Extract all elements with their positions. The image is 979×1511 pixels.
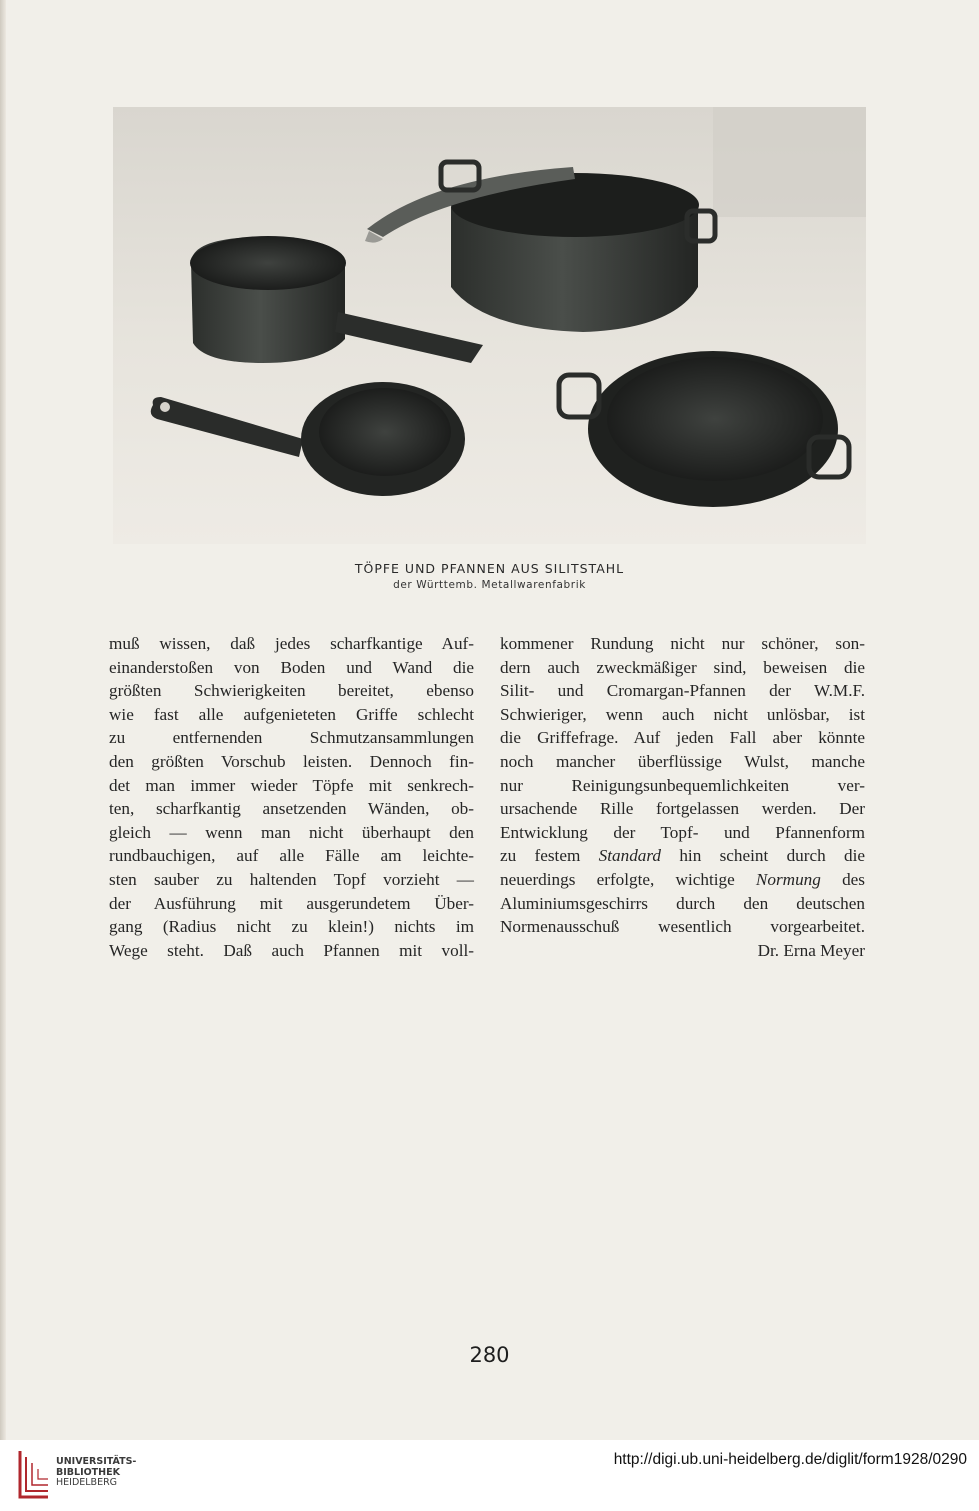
- text-line: Normenausschuß wesentlich vorgearbeitet.: [500, 917, 865, 937]
- page-edge-shadow: [0, 0, 6, 1440]
- text-line: zu entfernenden Schmutzansammlungen: [109, 728, 474, 748]
- article-right-column: [500, 632, 865, 962]
- text-line: Entwicklung der Topf- und Pfannenform: [500, 822, 865, 842]
- text-line: nur Reinigungsunbequemlichkeiten ver-: [500, 775, 865, 795]
- text-line: neuerdings erfolgte, wichtige Normung des: [500, 869, 865, 889]
- figure-caption-subtitle: der Württemb. Metallwarenfabrik: [393, 579, 586, 591]
- text-line: ten, scharfkantig ansetzenden Wänden, ob-: [109, 799, 474, 819]
- cookware-illustration: [113, 107, 866, 544]
- university-library-logo-icon: [16, 1449, 52, 1499]
- text-line: Aluminiumsgeschirrs durch den deutschen: [500, 893, 865, 913]
- text-line: noch mancher überflüssige Wulst, manche: [500, 751, 865, 771]
- author-signature: Dr. Erna Meyer: [757, 940, 865, 960]
- figure-caption-title: TÖPFE UND PFANNEN AUS SILITSTAHL: [354, 561, 625, 576]
- emphasis-standard: Standard: [598, 846, 662, 866]
- source-url-link[interactable]: http://digi.ub.uni-heidelberg.de/diglit/form1928/0290: [613, 1451, 967, 1468]
- emphasis-normung: Normung: [755, 869, 821, 889]
- text-line: zu festem Standard hin scheint durch die: [500, 846, 865, 866]
- text-line: Silit- und Cromargan-Pfannen der W.M.F.: [500, 681, 865, 701]
- text-line: rundbauchigen, auf alle Fälle am leichte-: [109, 846, 474, 866]
- text-line: Schwieriger, wenn auch nicht unlösbar, ist: [500, 704, 865, 724]
- text-line: größten Schwierigkeiten bereitet, ebenso: [109, 681, 474, 701]
- library-logo-text: UNIVERSITÄTS- BIBLIOTHEK HEIDELBERG: [56, 1456, 137, 1488]
- page-number: 280: [469, 1343, 510, 1367]
- cookware-photograph: [113, 107, 866, 544]
- text-line: die Griffefrage. Auf jeden Fall aber könnte: [500, 728, 865, 748]
- text-line: den größten Vorschub leisten. Dennoch fin-: [109, 751, 474, 771]
- text-line: dern auch zweckmäßiger sind, beweisen die: [500, 657, 865, 677]
- article-left-column: [109, 632, 474, 962]
- text-line: wie fast alle aufgenieteten Griffe schlecht: [109, 704, 474, 724]
- text-line: det man immer wieder Töpfe mit senkrech-: [109, 775, 474, 795]
- text-line: einanderstoßen von Boden und Wand die: [109, 657, 474, 677]
- text-line: sten sauber zu haltenden Topf vorzieht —: [109, 869, 474, 889]
- text-line: Wege steht. Daß auch Pfannen mit voll-: [109, 940, 474, 960]
- text-line: gleich — wenn man nicht überhaupt den: [109, 822, 474, 842]
- text-line: der Ausführung mit ausgerundetem Über-: [109, 893, 474, 913]
- text-line: gang (Radius nicht zu klein!) nichts im: [109, 917, 474, 937]
- text-line: kommener Rundung nicht nur schöner, son-: [500, 634, 865, 653]
- text-line: ursachende Rille fortgelassen werden. Der: [500, 799, 865, 819]
- text-line: muß wissen, daß jedes scharfkantige Auf-: [109, 634, 474, 653]
